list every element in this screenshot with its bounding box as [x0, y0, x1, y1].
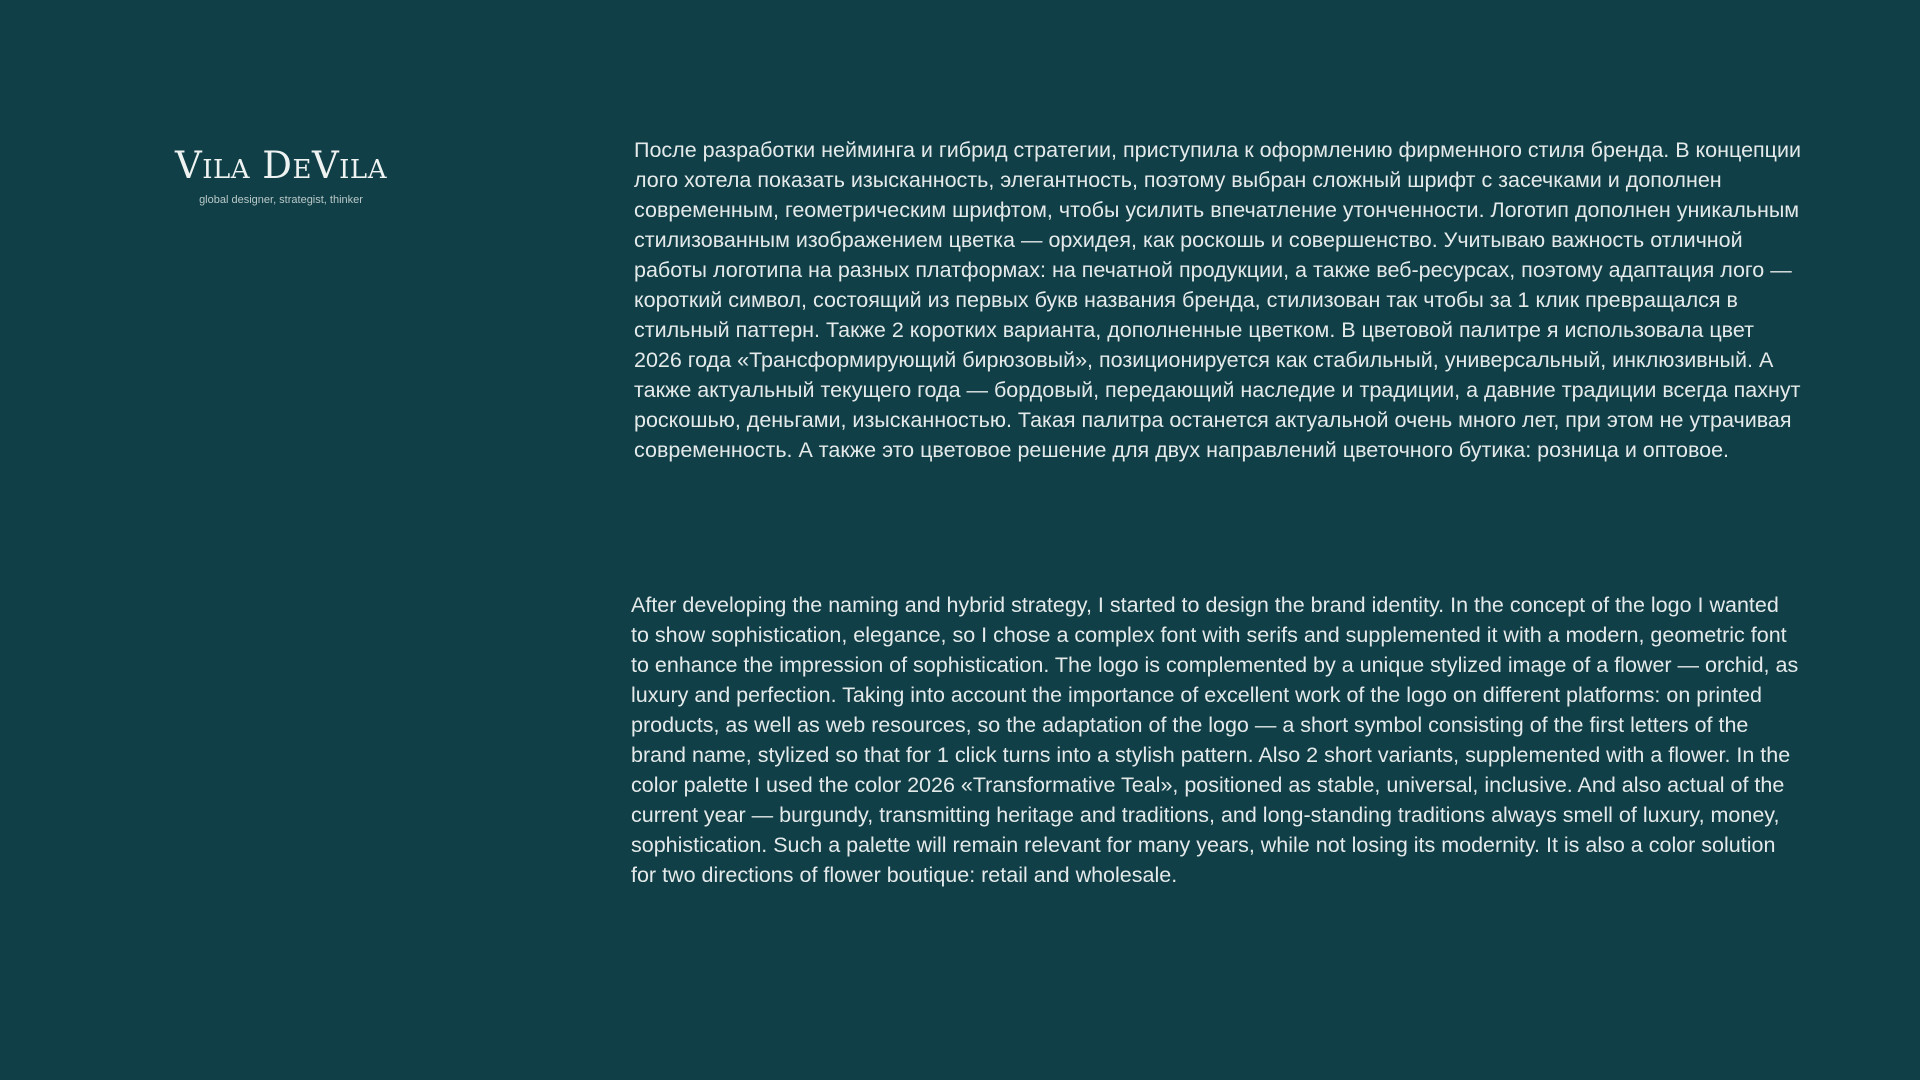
paragraph-russian: После разработки нейминга и гибрид стратегии, приступила к оформлению фирменного стиля бренда. В концепции лого хотела показать изысканность, элегантность, поэтому выбран сложный шрифт с засечками и дополнен современным, геометрическим шрифтом, чтобы усилить впечатление утонченности. Логотип дополнен уникальным стилизованным изображением цветка — орхидея, как роскошь и совершенство. Учитываю важность отличной работы логотипа на разных платформах: на печатной продукции, а также веб-ресурсах, поэтому адаптация лого — короткий символ, состоящий из первых букв названия бренда, стилизован так чтобы за 1 клик превращался в стильный паттерн. Также 2 коротких варианта, дополненные цветком. В цветовой палитре я использовала цвет 2026 года «Трансформирующий бирюзовый», позиционируется как стабильный, универсальный, инклюзивный. А также актуальный текущего года — бордовый, передающий наследие и традиции, а давние традиции всегда пахнут роскошью, деньгами, изысканностью. Такая палитра останется актуальной очень много лет, при этом не утрачивая современность. А также это цветовое решение для двух направлений цветочного бутика: розница и оптовое.	[634, 138, 1802, 462]
brand-tagline: global designer, strategist, thinker	[199, 194, 363, 206]
brand-block	[158, 145, 404, 207]
brand-logo-title: Vila DeVila	[175, 144, 387, 187]
paragraph-english: After developing the naming and hybrid strategy, I started to design the brand identity. In the concept of the logo I wanted to show sophistication, elegance, so I chose a complex font with serifs and supplemented it with a modern, geometric font to enhance the impression of sophistication. The logo is complemented by a unique stylized image of a flower — orchid, as luxury and perfection. Taking into account the importance of excellent work of the logo on different platforms: on printed products, as well as web resources, so the adaptation of the logo — a short symbol consisting of the first letters of the brand name, stylized so that for 1 click turns into a stylish pattern. Also 2 short variants, supplemented with a flower. In the color palette I used the color 2026 «Transformative Teal», positioned as stable, universal, inclusive. And also actual of the current year — burgundy, transmitting heritage and traditions, and long-standing traditions always smell of luxury, money, sophistication. Such a palette will remain relevant for many years, while not losing its modernity. It is also a color solution for two directions of flower boutique: retail and wholesale.	[631, 593, 1799, 887]
